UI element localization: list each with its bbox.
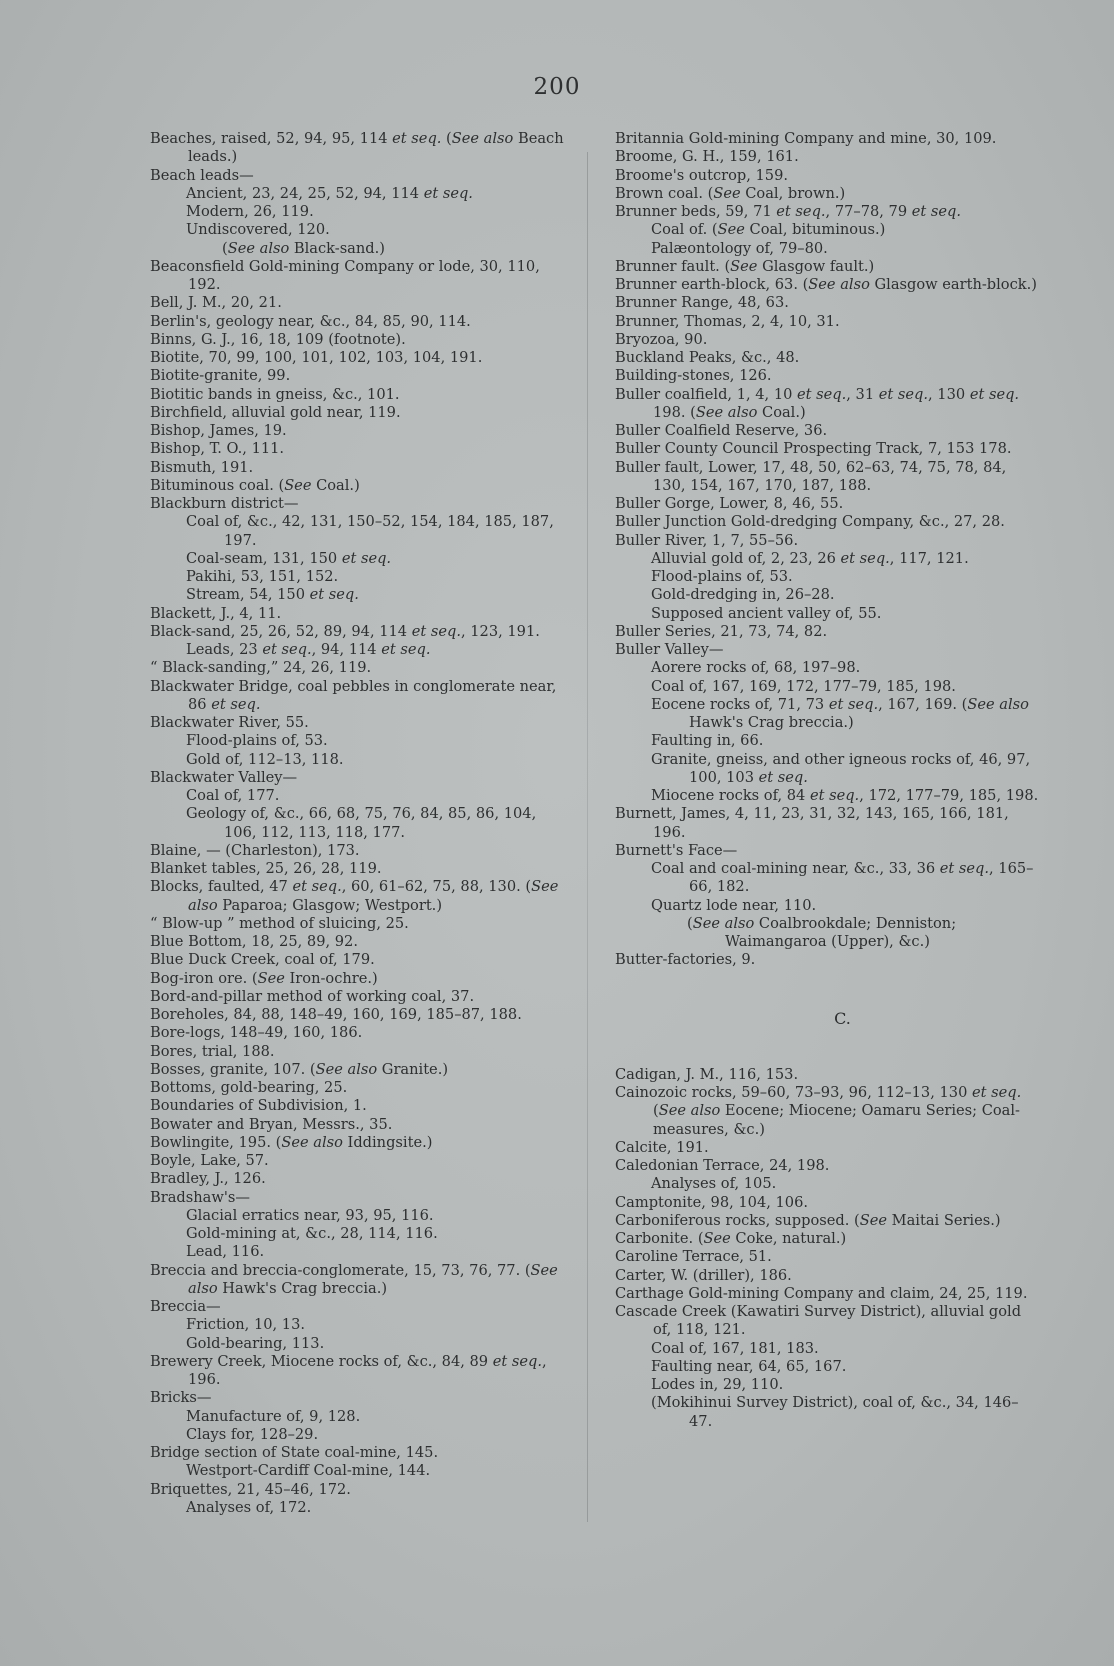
index-entry: (Mokihinui Survey District), coal of, &c., 34, 146–47. [651, 1394, 1019, 1430]
index-entry: Granite, gneiss, and other igneous rocks of, 46, 97, 100, 103 et seq. [651, 750, 1031, 786]
index-entry: Bowlingite, 195. (See also Iddingsite.) [150, 1133, 433, 1151]
index-entry: Analyses of, 172. [186, 1498, 312, 1516]
index-entry: Coal of, &c., 42, 131, 150–52, 154, 184, 185, 187, 197. [186, 513, 554, 549]
index-entry: Bottoms, gold-bearing, 25. [150, 1079, 348, 1096]
index-entry: Blaine, — (Charleston), 173. [150, 841, 360, 859]
index-entry: “ Black-sanding,” 24, 26, 119. [150, 659, 372, 677]
index-entry: Leads, 23 et seq., 94, 114 et seq. [186, 641, 431, 658]
index-entry: Lodes in, 29, 110. [651, 1376, 784, 1393]
index-entry: (See also Black-sand.) [222, 239, 385, 257]
index-entry: Bosses, granite, 107. (See also Granite.) [150, 1060, 449, 1078]
index-entry: Buller Coalfield Reserve, 36. [615, 422, 828, 439]
index-entry: Binns, G. J., 16, 18, 109 (footnote). [150, 330, 406, 348]
index-entry: Quartz lode near, 110. [651, 896, 817, 914]
index-entry: Pakihi, 53, 151, 152. [186, 568, 339, 585]
index-entry: Bog-iron ore. (See Iron-ochre.) [150, 969, 378, 987]
index-entry: Geology of, &c., 66, 68, 75, 76, 84, 85, 86, 104, 106, 112, 113, 118, 177. [186, 805, 537, 841]
index-entry: Ancient, 23, 24, 25, 52, 94, 114 et seq. [186, 184, 473, 202]
index-entry: Broome, G. H., 159, 161. [615, 148, 799, 166]
index-entry: Alluvial gold of, 2, 23, 26 et seq., 117, 121. [651, 549, 969, 567]
section-spacer [615, 970, 1040, 1010]
index-entry: Calcite, 191. [615, 1138, 709, 1156]
index-entry: Palæontology of, 79–80. [651, 239, 828, 257]
index-entry: Bradley, J., 126. [150, 1170, 266, 1188]
index-entry: Beach leads— [150, 166, 254, 184]
index-entry: Bishop, James, 19. [150, 422, 287, 439]
index-entry: Bricks— [150, 1389, 212, 1407]
index-column-left [150, 130, 568, 1517]
index-entry: Faulting in, 66. [651, 732, 764, 750]
index-entry: Undiscovered, 120. [186, 221, 330, 239]
index-entry: Blackwater River, 55. [150, 714, 309, 731]
index-entry: Buller Gorge, Lower, 8, 46, 55. [615, 495, 844, 512]
index-entry: Bord-and-pillar method of working coal, 37. [150, 987, 475, 1005]
index-entry: Caledonian Terrace, 24, 198. [615, 1157, 830, 1174]
index-entry: Briquettes, 21, 45–46, 172. [150, 1480, 351, 1498]
index-entry: Bridge section of State coal-mine, 145. [150, 1444, 439, 1461]
index-entry: Carbonite. (See Coke, natural.) [615, 1230, 847, 1247]
column-divider [587, 152, 588, 1522]
index-entry: Manufacture of, 9, 128. [186, 1407, 361, 1425]
index-entry: Faulting near, 64, 65, 167. [651, 1357, 847, 1375]
index-entry: Buller Junction Gold-dredging Company, &c., 27, 28. [615, 513, 1005, 531]
index-entry: Brewery Creek, Miocene rocks of, &c., 84, 89 et seq., 196. [150, 1352, 547, 1388]
index-entry: Brunner Range, 48, 63. [615, 294, 789, 312]
index-entry: Boundaries of Subdivision, 1. [150, 1097, 367, 1115]
index-entry: Cainozoic rocks, 59–60, 73–93, 96, 112–13, 130 et seq. (See also Eocene; Miocene; Oamaru Series; Coal-measures, &c.) [615, 1084, 1022, 1138]
index-entry: Biotite, 70, 99, 100, 101, 102, 103, 104, 191. [150, 349, 483, 366]
index-entry: Coal of. (See Coal, bituminous.) [651, 221, 886, 239]
index-entry: Blanket tables, 25, 26, 28, 119. [150, 860, 382, 877]
index-entry: Blue Bottom, 18, 25, 89, 92. [150, 933, 358, 950]
index-entry: Bowater and Bryan, Messrs., 35. [150, 1115, 393, 1133]
index-entry: Flood-plains of, 53. [186, 732, 328, 750]
section-heading-c: C. [834, 1008, 851, 1028]
index-entry: Brunner earth-block, 63. (See also Glasgow earth-block.) [615, 276, 1037, 293]
index-entry: Beaconsfield Gold-mining Company or lode, 30, 110, 192. [150, 257, 540, 293]
index-column-right [615, 130, 1040, 1431]
index-entry: Brown coal. (See Coal, brown.) [615, 184, 846, 202]
index-entry: Modern, 26, 119. [186, 203, 314, 220]
index-entry: Biotitic bands in gneiss, &c., 101. [150, 385, 400, 403]
index-entry: Bores, trial, 188. [150, 1042, 275, 1060]
index-entry: Bituminous coal. (See Coal.) [150, 476, 360, 494]
index-entry: Buckland Peaks, &c., 48. [615, 349, 800, 366]
index-entry: Brunner fault. (See Glasgow fault.) [615, 257, 875, 275]
index-entry: Supposed ancient valley of, 55. [651, 604, 882, 622]
index-entry: Miocene rocks of, 84 et seq., 172, 177–79, 185, 198. [651, 787, 1039, 804]
index-entry: Berlin's, geology near, &c., 84, 85, 90, 114. [150, 312, 471, 330]
index-entry: Carboniferous rocks, supposed. (See Maitai Series.) [615, 1211, 1001, 1229]
index-entry: Blackett, J., 4, 11. [150, 604, 282, 622]
index-entry: Britannia Gold-mining Company and mine, 30, 109. [615, 130, 997, 147]
index-entry: Boyle, Lake, 57. [150, 1152, 269, 1169]
index-entry: Bishop, T. O., 111. [150, 440, 285, 458]
index-entry: Gold of, 112–13, 118. [186, 750, 344, 768]
index-entry: Carter, W. (driller), 186. [615, 1266, 792, 1284]
index-entry: Camptonite, 98, 104, 106. [615, 1193, 809, 1211]
index-entry: Bell, J. M., 20, 21. [150, 294, 282, 312]
index-entry: Blackwater Valley— [150, 768, 298, 786]
index-entry: Buller County Council Prospecting Track, 7, 153 178. [615, 440, 1012, 458]
index-entry: Gold-dredging in, 26–28. [651, 586, 835, 604]
index-entry: Bradshaw's— [150, 1188, 250, 1206]
index-section-c [615, 1066, 1040, 1431]
index-entry: Westport-Cardiff Coal-mine, 144. [186, 1462, 431, 1480]
index-entry: Blocks, faulted, 47 et seq., 60, 61–62, 75, 88, 130. (See also Paparoa; Glasgow; Westport.) [150, 878, 559, 914]
index-entry: Burnett, James, 4, 11, 23, 31, 32, 143, 165, 166, 181, 196. [615, 805, 1009, 841]
index-entry: Friction, 10, 13. [186, 1316, 305, 1334]
index-entry: Butter-factories, 9. [615, 951, 756, 969]
index-entry: Coal-seam, 131, 150 et seq. [186, 549, 392, 567]
index-entry: Bore-logs, 148–49, 160, 186. [150, 1024, 363, 1042]
index-entry: Coal of, 167, 181, 183. [651, 1339, 819, 1357]
index-entry: Buller Series, 21, 73, 74, 82. [615, 622, 828, 640]
page-number: 200 [533, 74, 581, 100]
index-entry: Aorere rocks of, 68, 197–98. [651, 659, 861, 677]
index-entry: Gold-bearing, 113. [186, 1334, 325, 1352]
index-entry: Glacial erratics near, 93, 95, 116. [186, 1206, 434, 1224]
index-entry: Coal of, 167, 169, 172, 177–79, 185, 198. [651, 677, 956, 695]
index-entry: Clays for, 128–29. [186, 1425, 319, 1443]
index-entry: Burnett's Face— [615, 841, 738, 859]
index-entry: Cascade Creek (Kawatiri Survey District), alluvial gold of, 118, 121. [615, 1303, 1022, 1339]
index-entry: Cadigan, J. M., 116, 153. [615, 1065, 799, 1083]
index-entry: Coal of, 177. [186, 787, 280, 804]
index-entry: Broome's outcrop, 159. [615, 166, 788, 184]
index-entry: Building-stones, 126. [615, 367, 772, 385]
index-entry: “ Blow-up ” method of sluicing, 25. [150, 914, 409, 932]
index-entry: Beaches, raised, 52, 94, 95, 114 et seq. (See also Beach leads.) [150, 130, 564, 166]
index-entry: Black-sand, 25, 26, 52, 89, 94, 114 et seq., 123, 191. [150, 622, 540, 640]
index-entry: Biotite-granite, 99. [150, 367, 291, 385]
index-entry: Birchfield, alluvial gold near, 119. [150, 403, 401, 421]
index-entry: Bismuth, 191. [150, 458, 254, 476]
index-entry: Breccia— [150, 1298, 221, 1315]
index-entry: Boreholes, 84, 88, 148–49, 160, 169, 185–87, 188. [150, 1006, 522, 1023]
index-entry: Flood-plains of, 53. [651, 568, 793, 585]
index-entry: Blackburn district— [150, 495, 299, 512]
index-entry: Caroline Terrace, 51. [615, 1248, 772, 1266]
index-entry: Gold-mining at, &c., 28, 114, 116. [186, 1225, 438, 1242]
index-entry: Blue Duck Creek, coal of, 179. [150, 951, 375, 969]
index-entry: Buller fault, Lower, 17, 48, 50, 62–63, 74, 75, 78, 84, 130, 154, 167, 170, 187, 188. [615, 458, 1007, 494]
index-entry: Blackwater Bridge, coal pebbles in conglomerate near, 86 et seq. [150, 677, 557, 713]
index-entry: Lead, 116. [186, 1243, 265, 1261]
index-entry: (See also Coalbrookdale; Denniston; Waimangaroa (Upper), &c.) [687, 914, 957, 950]
index-entry: Coal and coal-mining near, &c., 33, 36 et seq., 165–66, 182. [651, 860, 1034, 896]
index-entry: Buller coalfield, 1, 4, 10 et seq., 31 et seq., 130 et seq. 198. (See also Coal.) [615, 385, 1020, 421]
index-entry: Eocene rocks of, 71, 73 et seq., 167, 169. (See also Hawk's Crag breccia.) [651, 695, 1029, 731]
index-entry: Bryozoa, 90. [615, 330, 708, 348]
index-entry: Stream, 54, 150 et seq. [186, 586, 359, 604]
index-section-b-continued [615, 130, 1040, 970]
index-entry: Breccia and breccia-conglomerate, 15, 73, 76, 77. (See also Hawk's Crag breccia.) [150, 1261, 558, 1297]
index-entry: Buller River, 1, 7, 55–56. [615, 531, 799, 549]
index-entry: Brunner, Thomas, 2, 4, 10, 31. [615, 312, 840, 330]
index-entry: Brunner beds, 59, 71 et seq., 77–78, 79 et seq. [615, 203, 961, 220]
index-entry: Carthage Gold-mining Company and claim, 24, 25, 119. [615, 1284, 1028, 1302]
index-entry: Analyses of, 105. [651, 1175, 777, 1193]
index-entry: Buller Valley— [615, 641, 724, 658]
